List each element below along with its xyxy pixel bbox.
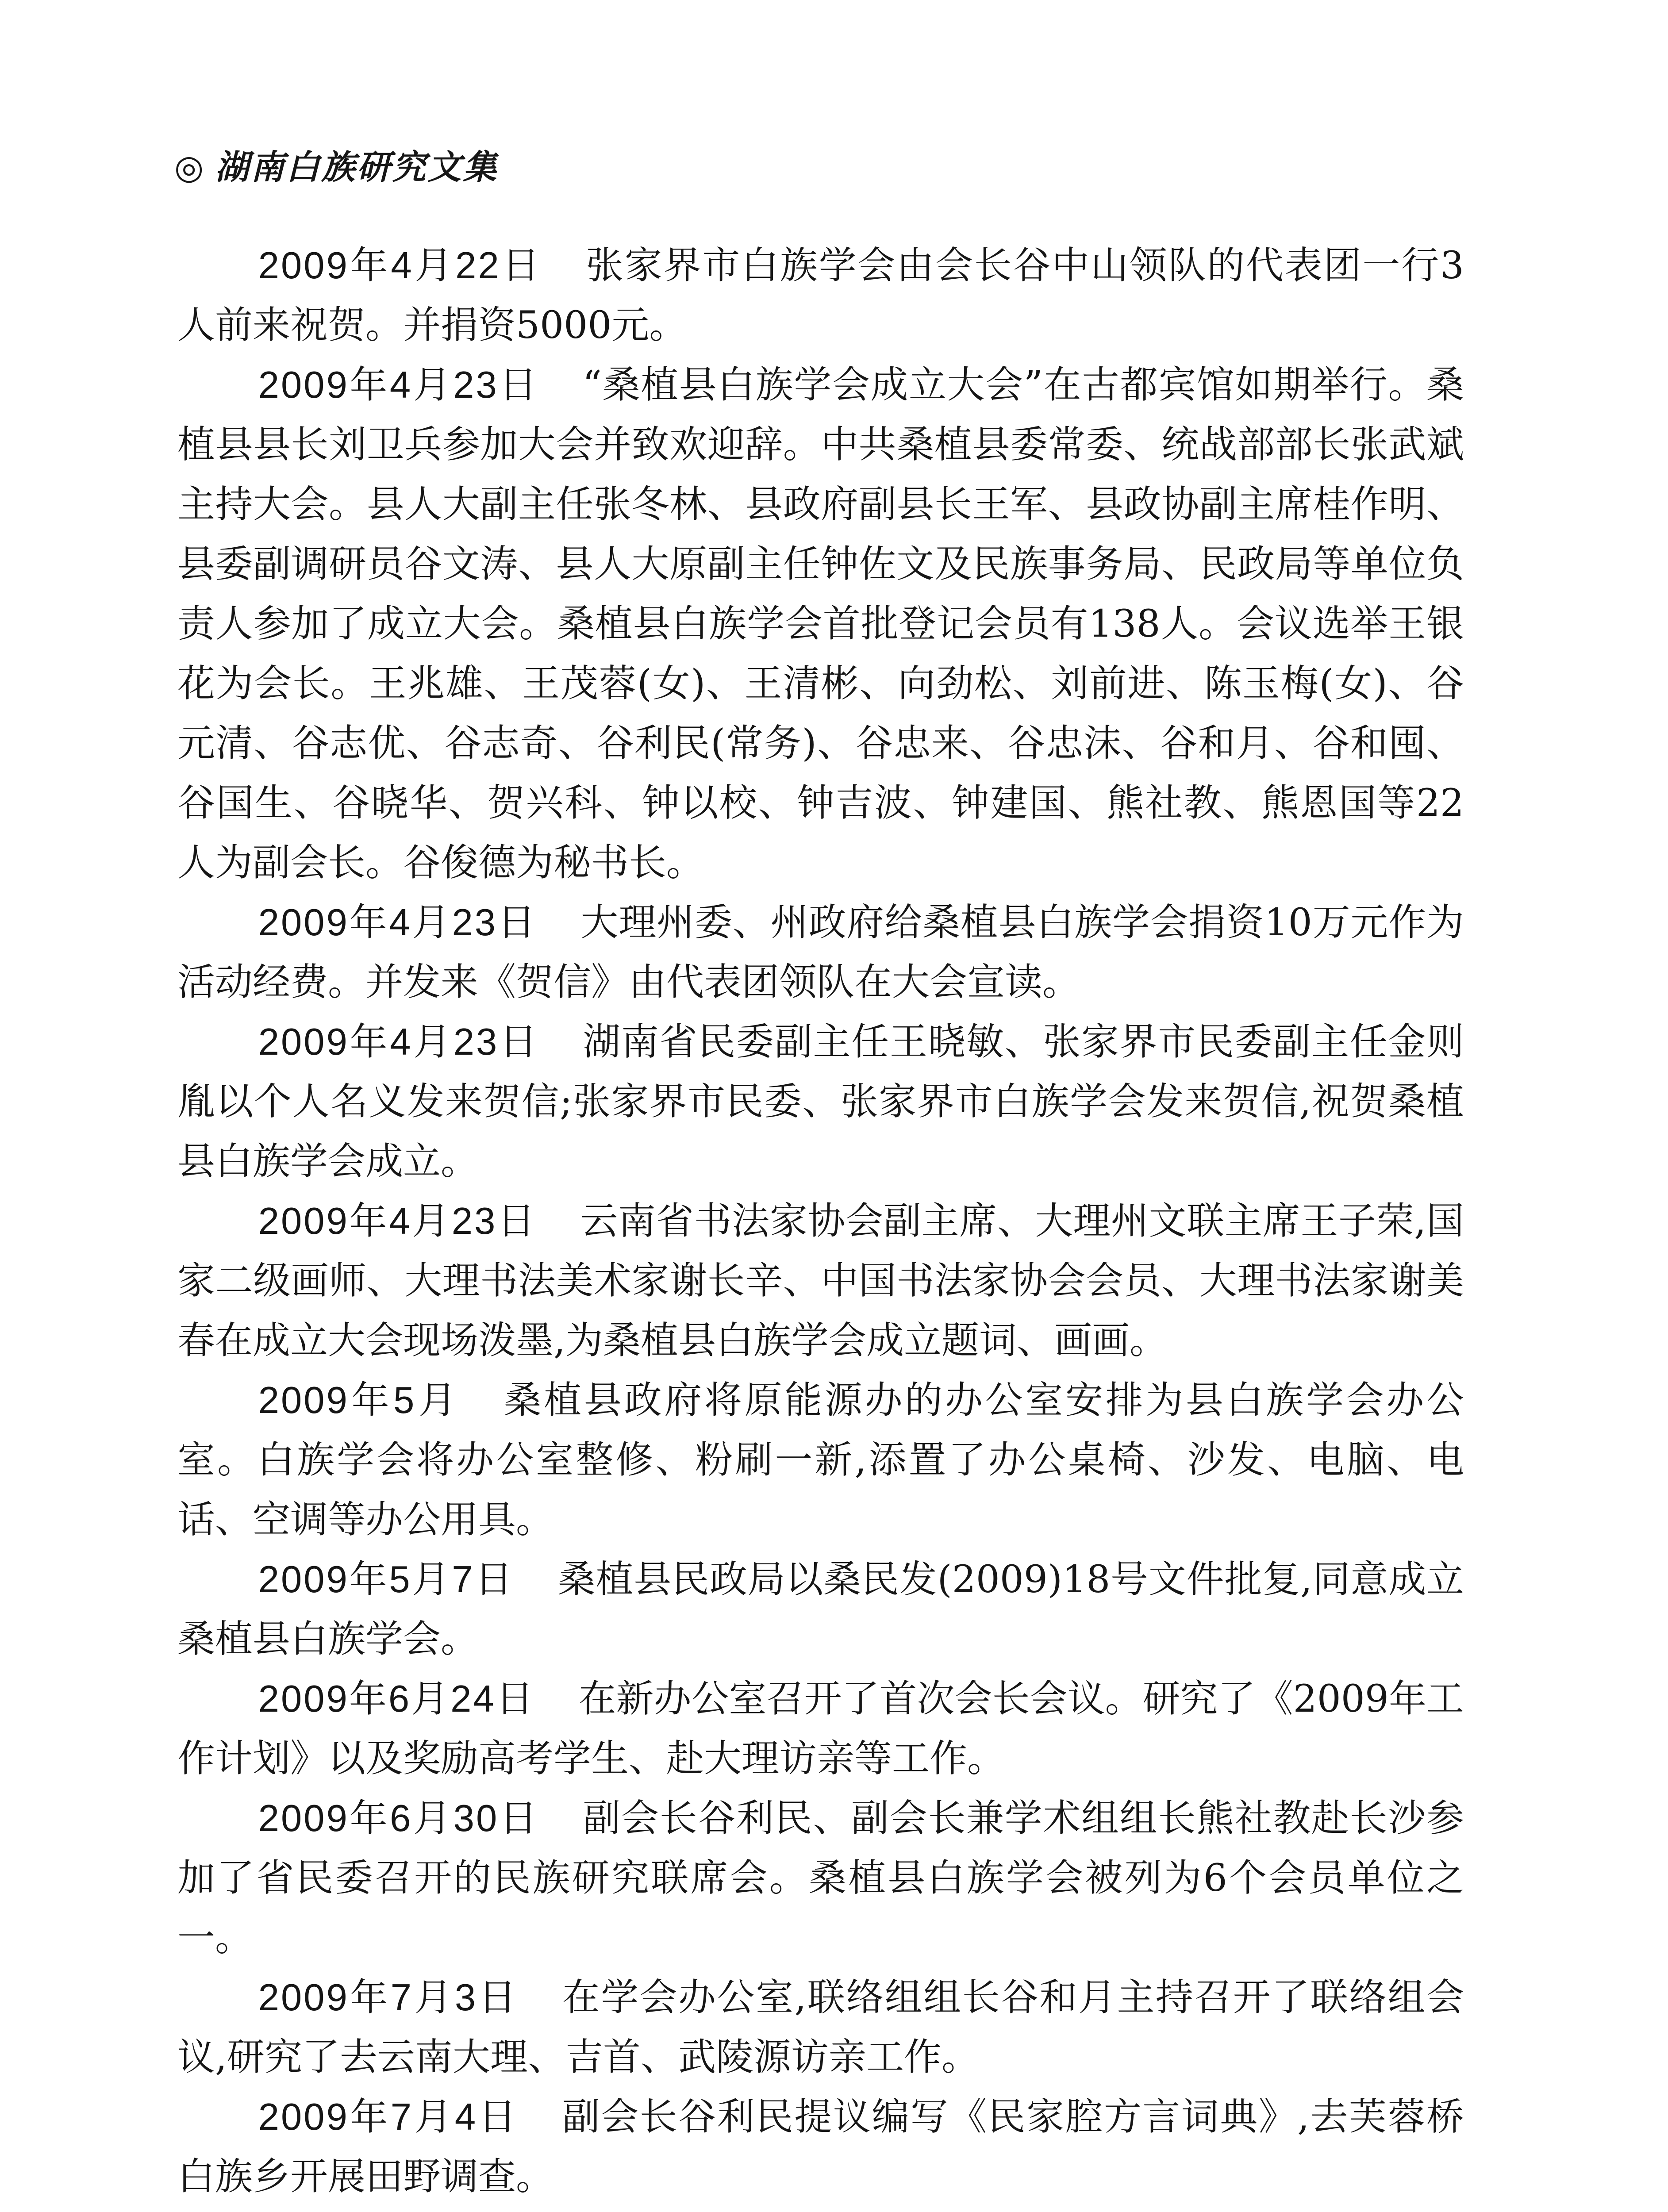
entry-date: 2009年4月22日 — [258, 245, 543, 287]
chronicle-entry — [177, 1012, 1464, 1191]
entry-text: 桑植县民政局以桑民发(2009)18号文件批复,同意成立桑植县白族学会。 — [177, 1558, 1464, 1661]
chronicle-entry — [177, 1789, 1464, 1968]
entry-date: 2009年7月3日 — [258, 1977, 519, 2019]
chronicle-entry — [177, 1968, 1464, 2087]
entry-date: 2009年4月23日 — [258, 1021, 540, 1063]
entry-date: 2009年6月30日 — [258, 1797, 540, 1839]
chronicle-entry — [177, 1550, 1464, 1669]
chronicle-entry — [177, 1191, 1464, 1371]
entry-date: 2009年4月23日 — [258, 364, 539, 406]
entry-text: 张家界市白族学会由会长谷中山领队的代表团一行3人前来祝贺。并捐资5000元。 — [177, 244, 1464, 347]
header-circle-mark: ◎ — [174, 147, 206, 187]
chronicle-entry — [177, 1669, 1464, 1789]
entry-text: “桑植县白族学会成立大会”在古都宾馆如期举行。桑植县县长刘卫兵参加大会并致欢迎辞。中共桑植县委常委、统战部部长张武斌主持大会。县人大副主任张冬林、县政府副县长王军、县政协副主席桂作明、县委副调研员谷文涛、县人大原副主任钟佐文及民族事务局、民政局等单位负责人参加了成立大会。桑植县白族学会首批登记会员有138人。会议选举王银花为会长。王兆雄、王茂蓉(女)、王清彬、向劲松、刘前进、陈玉梅(女)、谷元清、谷志优、谷志奇、谷利民(常务)、谷忠来、谷忠沫、谷和月、谷和囤、谷国生、谷晓华、贺兴科、钟以校、钟吉波、钟建国、熊社教、熊恩国等22人为副会长。谷俊德为秘书长。 — [177, 363, 1464, 885]
header-title: 湖南白族研究文集 — [215, 147, 499, 187]
entry-date: 2009年6月24日 — [258, 1678, 535, 1720]
chronicle-entry — [177, 355, 1464, 893]
entry-date: 2009年5月 — [258, 1379, 461, 1421]
entry-text: 云南省书法家协会副主席、大理州文联主席王子荣,国家二级画师、大理书法美术家谢长辛、中国书法家协会会员、大理书法家谢美春在成立大会现场泼墨,为桑植县白族学会成立题词、画画。 — [177, 1199, 1464, 1363]
entry-date: 2009年5月7日 — [258, 1559, 515, 1601]
entry-text: 大理州委、州政府给桑植县白族学会捐资10万元作为活动经费。并发来《贺信》由代表团领队在大会宣读。 — [177, 901, 1464, 1004]
entry-text: 桑植县政府将原能源办的办公室安排为县白族学会办公室。白族学会将办公室整修、粉刷一新,添置了办公桌椅、沙发、电脑、电话、空调等办公用具。 — [177, 1379, 1464, 1542]
entry-date: 2009年4月23日 — [258, 902, 538, 944]
book-header — [174, 146, 498, 188]
entry-text: 在学会办公室,联络组组长谷和月主持召开了联络组会议,研究了去云南大理、吉首、武陵源访亲工作。 — [177, 1976, 1464, 2079]
chronicle-entry — [177, 893, 1464, 1012]
entry-text: 在新办公室召开了首次会长会议。研究了《2009年工作计划》以及奖励高考学生、赴大理访亲等工作。 — [177, 1677, 1464, 1781]
entry-text: 副会长谷利民、副会长兼学术组组长熊社教赴长沙参加了省民委召开的民族研究联席会。桑植县白族学会被列为6个会员单位之一。 — [177, 1797, 1464, 1960]
entry-date: 2009年4月23日 — [258, 1200, 537, 1242]
chronicle-body — [177, 236, 1464, 2207]
entry-text: 湖南省民委副主任王晓敏、张家界市民委副主任金则胤以个人名义发来贺信;张家界市民委、张家界市白族学会发来贺信,祝贺桑植县白族学会成立。 — [177, 1020, 1464, 1183]
chronicle-entry — [177, 1371, 1464, 1550]
entry-date: 2009年7月4日 — [258, 2096, 519, 2138]
chronicle-entry — [177, 236, 1464, 355]
chronicle-entry — [177, 2087, 1464, 2207]
entry-text: 副会长谷利民提议编写《民家腔方言词典》,去芙蓉桥白族乡开展田野调查。 — [177, 2095, 1464, 2199]
